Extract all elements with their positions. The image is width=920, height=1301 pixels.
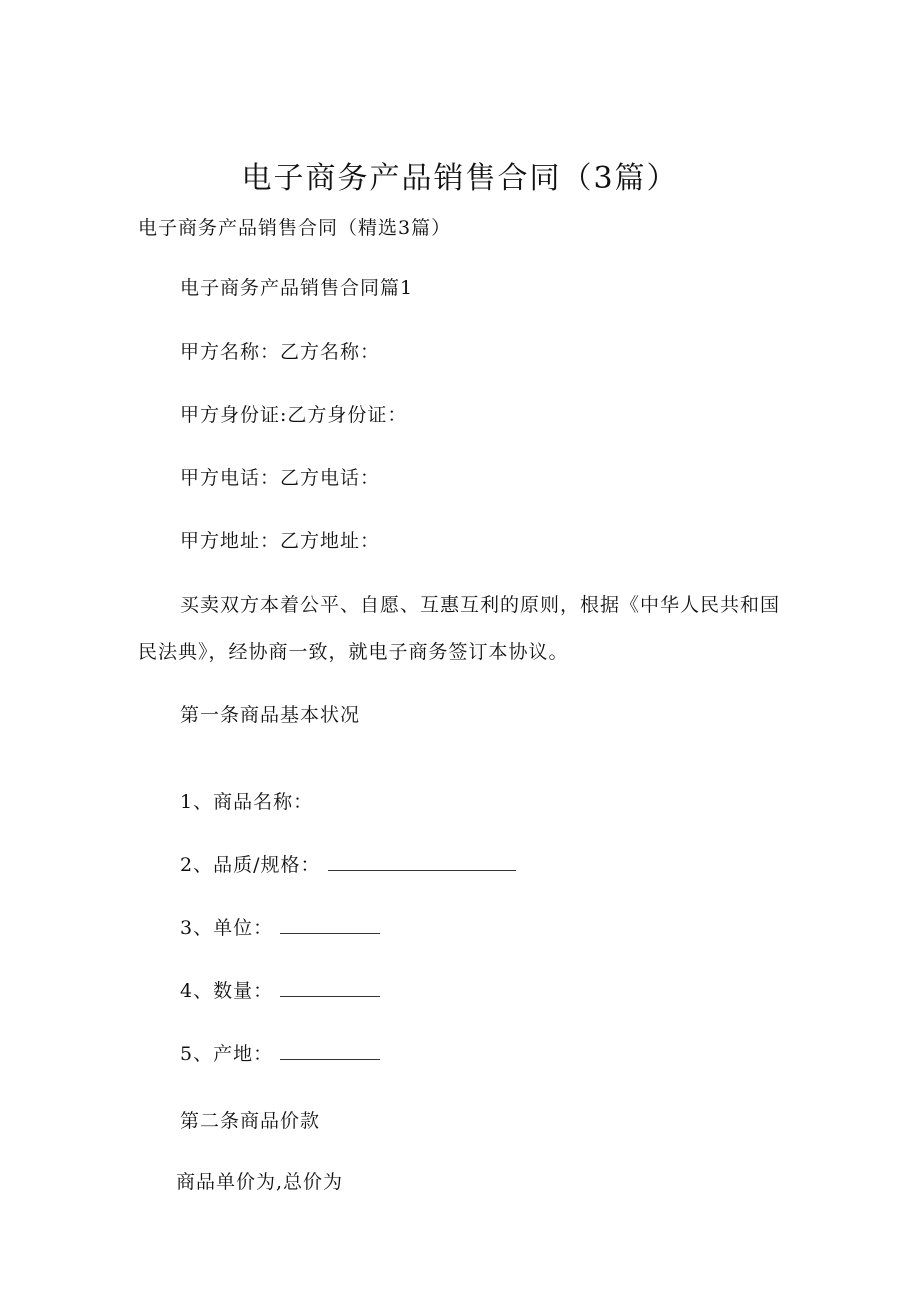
article-1-heading: 第一条商品基本状况 [180,704,361,726]
party-names-line: 甲方名称：乙方名称： [180,341,381,363]
item-quantity [180,979,380,1003]
item-product-name-label: 1、商品名称： [180,791,314,813]
item-origin-label: 5、产地： [180,1043,274,1065]
item-quality-spec [180,853,516,877]
document-title: 电子商务产品销售合同（3篇） [241,161,679,196]
item-quantity-label: 4、数量： [180,980,274,1002]
party-addresses-line: 甲方地址：乙方地址： [180,530,381,552]
item-unit-label: 3、单位： [180,917,274,939]
quality-spec-blank [328,856,516,871]
item-origin [180,1042,380,1066]
document-subtitle: 电子商务产品销售合同（精选3篇） [138,217,452,239]
item-product-name [180,790,313,814]
item-unit [180,916,380,940]
origin-blank [280,1045,380,1060]
item-quality-spec-label: 2、品质/规格： [180,854,321,876]
section-heading: 电子商务产品销售合同篇1 [180,277,414,299]
article-2-heading: 第二条商品价款 [180,1110,321,1132]
quantity-blank [280,982,380,997]
party-ids-line: 甲方身份证:乙方身份证： [180,404,408,426]
price-line: 商品单价为,总价为 [176,1171,344,1193]
party-phones-line: 甲方电话：乙方电话： [180,467,381,489]
unit-blank [280,919,380,934]
intro-paragraph-line-1: 买卖双方本着公平、自愿、互惠互利的原则，根据《中华人民共和国 [180,594,781,616]
intro-paragraph-line-2: 民法典》，经协商一致，就电子商务签订本协议。 [138,641,569,663]
